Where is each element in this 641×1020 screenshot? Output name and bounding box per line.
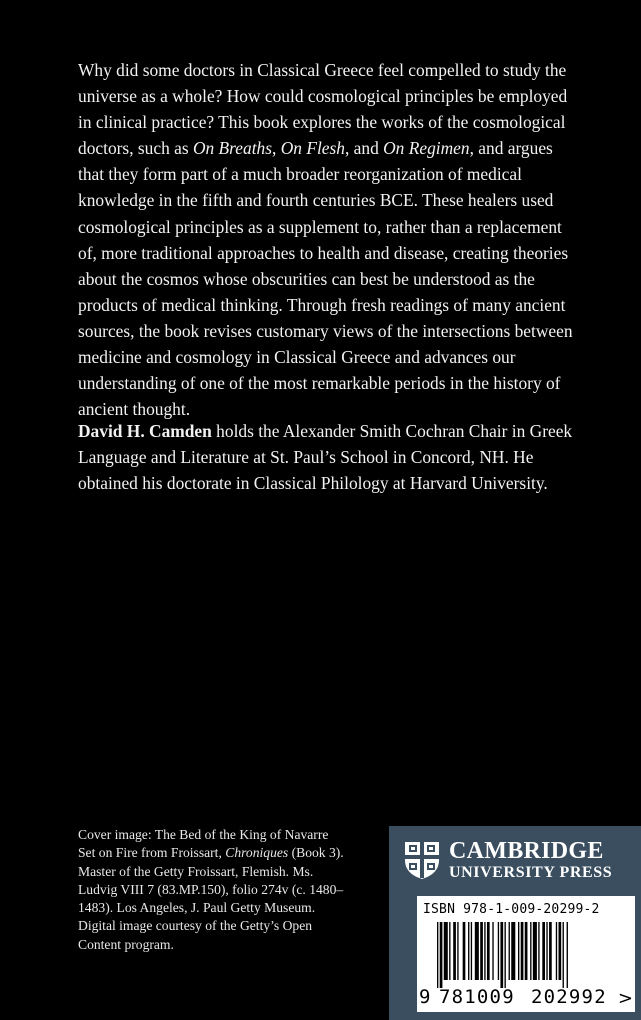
publisher-panel bbox=[389, 826, 641, 1020]
barcode-bar bbox=[468, 922, 469, 980]
barcode-bar bbox=[567, 922, 568, 988]
author-name: David H. Camden bbox=[78, 421, 212, 441]
barcode-bar bbox=[525, 922, 528, 980]
barcode-digits: 9 781009 202992 bbox=[419, 986, 607, 1008]
barcode-bar bbox=[500, 922, 503, 988]
barcode-bar bbox=[530, 922, 531, 980]
barcode-bars bbox=[425, 922, 625, 988]
barcode-bar bbox=[505, 922, 506, 988]
barcode-bar bbox=[457, 922, 458, 980]
barcode-bar bbox=[449, 922, 450, 980]
barcode-arrow: > bbox=[617, 988, 633, 1009]
barcode-bar bbox=[563, 922, 564, 988]
author-bio bbox=[78, 418, 578, 496]
work-title: On Regimen bbox=[383, 138, 470, 159]
barcode-bar bbox=[509, 922, 510, 980]
book-description bbox=[78, 57, 578, 422]
barcode-bar bbox=[480, 922, 483, 980]
cambridge-shield-icon bbox=[403, 840, 441, 880]
barcode-bar bbox=[471, 922, 472, 980]
description-paragraph: Why did some doctors in Classical Greece feel compelled to study the universe as a whole? How could cosmological principles be employed in clinical practice? This book explores the works of the cosmological doctors, such as On Breaths, On Flesh, and On Regimen, and argues that they form part of a much broader reorganization of medical knowledge in the fifth and fourth centuries BCE. These healers used cosmological principles as a supplement to, rather than a replacement of, more traditional approaches to health and disease, creating theories about the cosmos whose obscurities can best be understood as the products of medical thinking. Through fresh readings of many ancient sources, the book revises customary views of the intersections between medicine and cosmology in Classical Greece and advances our understanding of one of the most remarkable periods in the history of ancient thought. bbox=[78, 60, 573, 420]
credit-title: Chroniques bbox=[225, 845, 289, 861]
barcode-bar bbox=[546, 922, 547, 980]
barcode-bar bbox=[538, 922, 539, 980]
author-bio-text: holds the Alexander Smith Cochran Chair in Greek Language and Literature at St. Paul’s School in Concord, NH. He obtained his doctorate in Classical Philology at Harvard University. bbox=[78, 421, 573, 494]
isbn-label: ISBN 978-1-009-20299-2 bbox=[423, 902, 600, 917]
barcode-bar bbox=[492, 922, 493, 980]
cover-image-credit: Cover image: The Bed of the King of Navarre Set on Fire from Froissart, Chroniques (Book 3). Master of the Getty Froissart, Flemish. Ms. Ludvig VIII 7 (83.MP.150), folio 274v (c. 1480–1483). Los Angeles, J. Paul Getty Museum. Digital image courtesy of the Getty’s Open Content program. bbox=[78, 827, 344, 952]
barcode-bar bbox=[521, 922, 524, 980]
isbn-barcode bbox=[417, 896, 635, 1012]
barcode-bar bbox=[437, 922, 438, 988]
barcode-bar bbox=[559, 922, 562, 980]
publisher-name: CAMBRIDGE UNIVERSITY PRESS bbox=[449, 838, 613, 881]
barcode-bar bbox=[518, 922, 519, 980]
barcode-bar bbox=[463, 922, 466, 980]
barcode-bar bbox=[484, 922, 485, 980]
barcode-bar bbox=[487, 922, 490, 980]
work-title: On Flesh bbox=[280, 138, 345, 159]
barcode-bar bbox=[533, 922, 537, 980]
work-title: On Breaths bbox=[192, 138, 273, 159]
barcode-bar bbox=[440, 922, 443, 988]
barcode-bar bbox=[556, 922, 557, 980]
barcode-bar bbox=[498, 922, 499, 980]
barcode-bar bbox=[542, 922, 545, 980]
barcode-bar bbox=[453, 922, 456, 980]
barcode-bar bbox=[475, 922, 479, 980]
barcode-bar bbox=[549, 922, 552, 980]
barcode-bar bbox=[511, 922, 515, 980]
publisher-logo bbox=[403, 838, 635, 882]
barcode-bar bbox=[444, 922, 448, 980]
